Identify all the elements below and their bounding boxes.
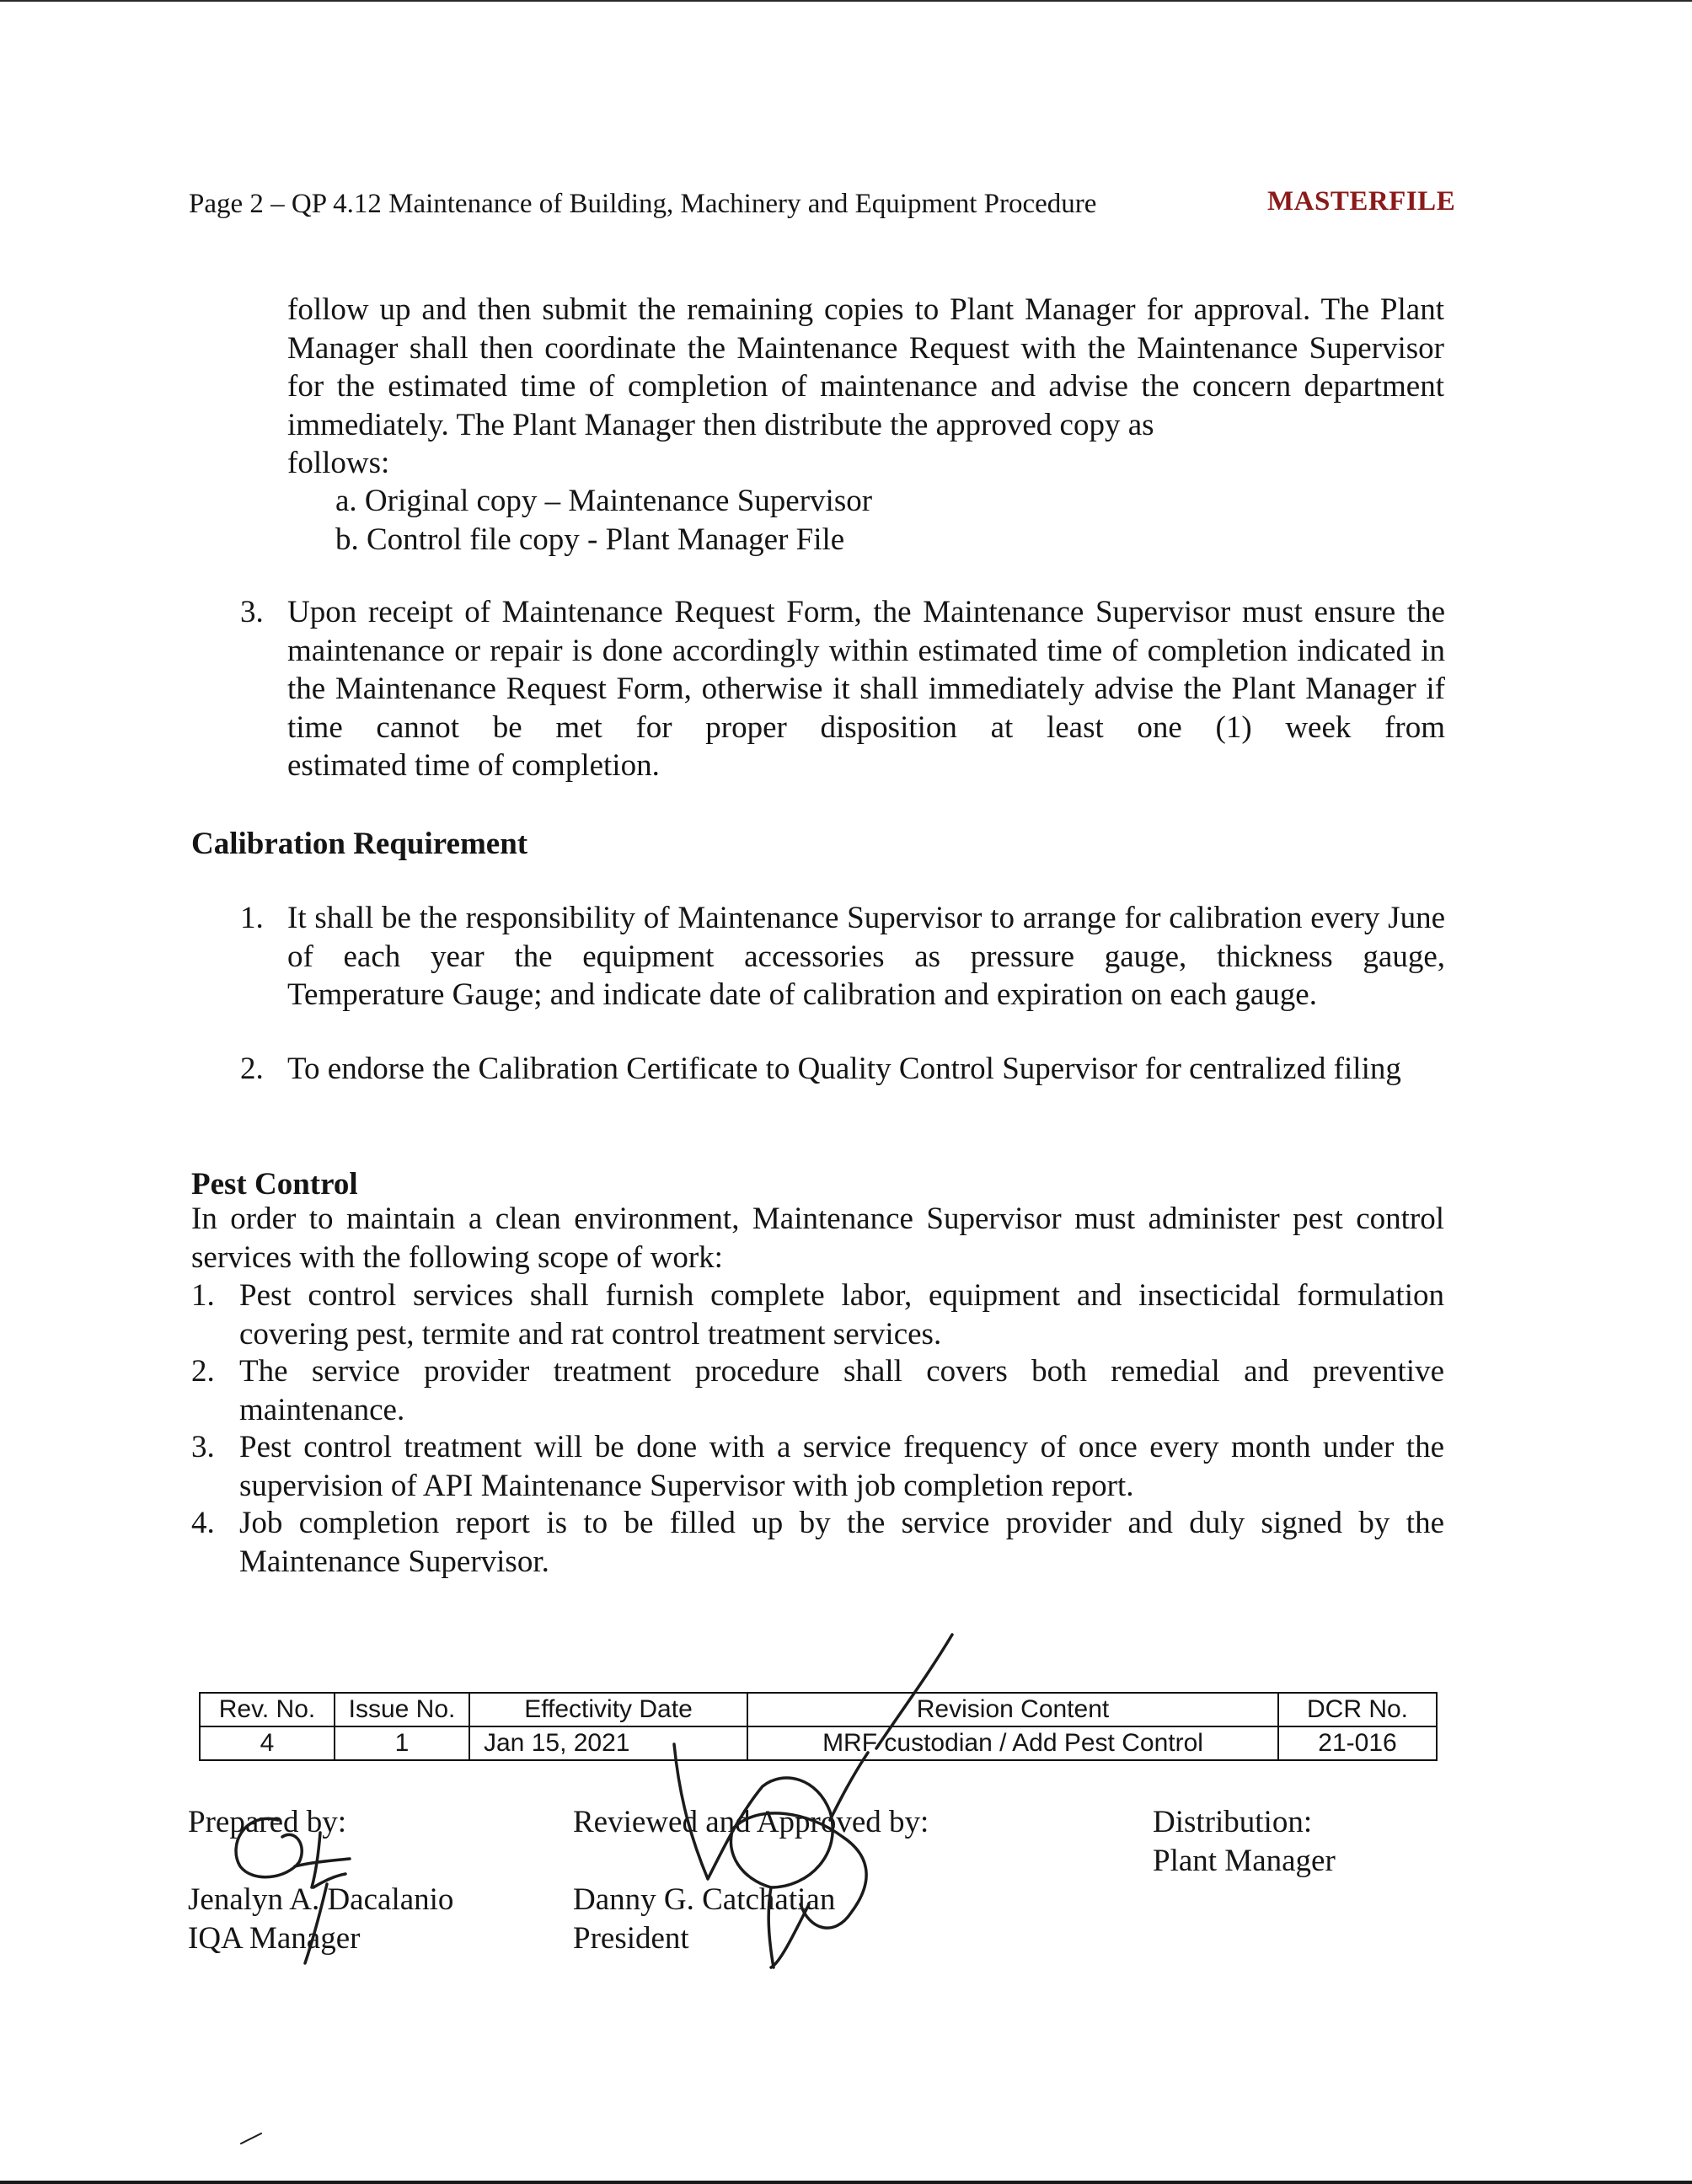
scan-mark [241, 2133, 261, 2144]
list-item-body: The service provider treatment procedure shall covers both remedial and preventive [239, 1354, 1444, 1389]
list-number: 3. [191, 1430, 215, 1464]
list-item-body: Job completion report is to be filled up by the service provider and duly signed by the [239, 1506, 1444, 1540]
preparer-signature-slash [305, 1884, 327, 1963]
president-signature-tail [768, 1887, 809, 1967]
header-effectivity-date: Effectivity Date [469, 1693, 747, 1726]
cell-effectivity-date: Jan 15, 2021 [469, 1726, 747, 1760]
list-number: 3. [240, 595, 264, 629]
list-number: 2. [240, 1052, 264, 1086]
preparer-signature [236, 1818, 302, 1876]
sub-item-a: a. Original copy – Maintenance Supervisor [335, 484, 873, 518]
distribution-label: Distribution: [1153, 1805, 1313, 1839]
preparer-signature-mark [295, 1833, 350, 1887]
list-item-body: Pest control services shall furnish complete labor, equipment and insecticidal formulation [239, 1278, 1444, 1313]
pest-intro-last-line: services with the following scope of work: [191, 1239, 723, 1275]
list-item-body: Pest control treatment will be done with a service frequency of once every month under the [239, 1430, 1444, 1464]
cell-rev-no: 4 [200, 1726, 335, 1760]
prepared-by-name: Jenalyn A. Dacalanio [188, 1882, 454, 1917]
cell-issue-no: 1 [335, 1726, 469, 1760]
reviewed-by-name: Danny G. Catchatian [573, 1882, 836, 1917]
section-heading-calibration: Calibration Requirement [191, 827, 528, 861]
list-item-body: Upon receipt of Maintenance Request Form, the Maintenance Supervisor must ensure the maintenance or repair is done accordingly within estimated time of completion indicated in the Maintenance Request Form, otherwise it shall immediately advise the Plant Manager if time cannot be met for proper disposition at least one (1) week from [287, 595, 1445, 745]
list-item-body: It shall be the responsibility of Maintenance Supervisor to arrange for calibration every June of each year the equipment accessories as pressure gauge, thickness gauge, [287, 901, 1445, 974]
cell-revision-content: MRF custodian / Add Pest Control [747, 1726, 1278, 1760]
list-item-last-line: Temperature Gauge; and indicate date of calibration and expiration on each gauge. [287, 977, 1317, 1012]
masterfile-stamp: MASTERFILE [1267, 186, 1456, 217]
list-item-last-line: estimated time of completion. [287, 748, 660, 783]
reviewed-by-title: President [573, 1921, 689, 1956]
header-issue-no: Issue No. [335, 1693, 469, 1726]
list-item-last-line: supervision of API Maintenance Supervisor with job completion report. [239, 1468, 1134, 1503]
distribution-value: Plant Manager [1153, 1844, 1336, 1878]
prepared-by-label: Prepared by: [188, 1805, 347, 1839]
list-number: 1. [191, 1278, 215, 1313]
list-number: 2. [191, 1354, 215, 1389]
cell-dcr-no: 21-016 [1278, 1726, 1437, 1760]
header-revision-content: Revision Content [747, 1693, 1278, 1726]
scan-edge-bottom [0, 2181, 1692, 2184]
section-heading-pest-control: Pest Control [191, 1167, 358, 1202]
list-item-last-line: maintenance. [239, 1392, 405, 1427]
reviewed-by-label: Reviewed and Approved by: [573, 1805, 929, 1839]
pest-intro-line: In order to maintain a clean environment, Maintenance Supervisor must administer pest control [191, 1202, 1444, 1236]
intro-paragraph-body: follow up and then submit the remaining copies to Plant Manager for approval. The Plant Manager shall then coordinate the Maintenance Request with the Maintenance Supervisor for the estimated time of completion of maintenance and advise the concern department immediately. The Plant Manager then distribute the approved copy as [287, 292, 1444, 442]
header-rev-no: Rev. No. [200, 1693, 335, 1726]
list-item-last-line: To endorse the Calibration Certificate to Quality Control Supervisor for centralized filing [287, 1052, 1401, 1086]
intro-paragraph-last-line: follows: [287, 446, 390, 480]
header-dcr-no: DCR No. [1278, 1693, 1437, 1726]
list-item-last-line: Maintenance Supervisor. [239, 1544, 549, 1579]
signature-stroke-table [830, 1753, 868, 1820]
signature-stroke-diagonal [876, 1635, 952, 1748]
list-number: 4. [191, 1506, 215, 1540]
page-header: Page 2 – QP 4.12 Maintenance of Building, Machinery and Equipment Procedure [189, 189, 1097, 219]
sub-item-b: b. Control file copy - Plant Manager File [335, 522, 845, 557]
list-item-last-line: covering pest, termite and rat control treatment services. [239, 1316, 942, 1352]
list-number: 1. [240, 901, 264, 935]
prepared-by-title: IQA Manager [188, 1921, 361, 1956]
